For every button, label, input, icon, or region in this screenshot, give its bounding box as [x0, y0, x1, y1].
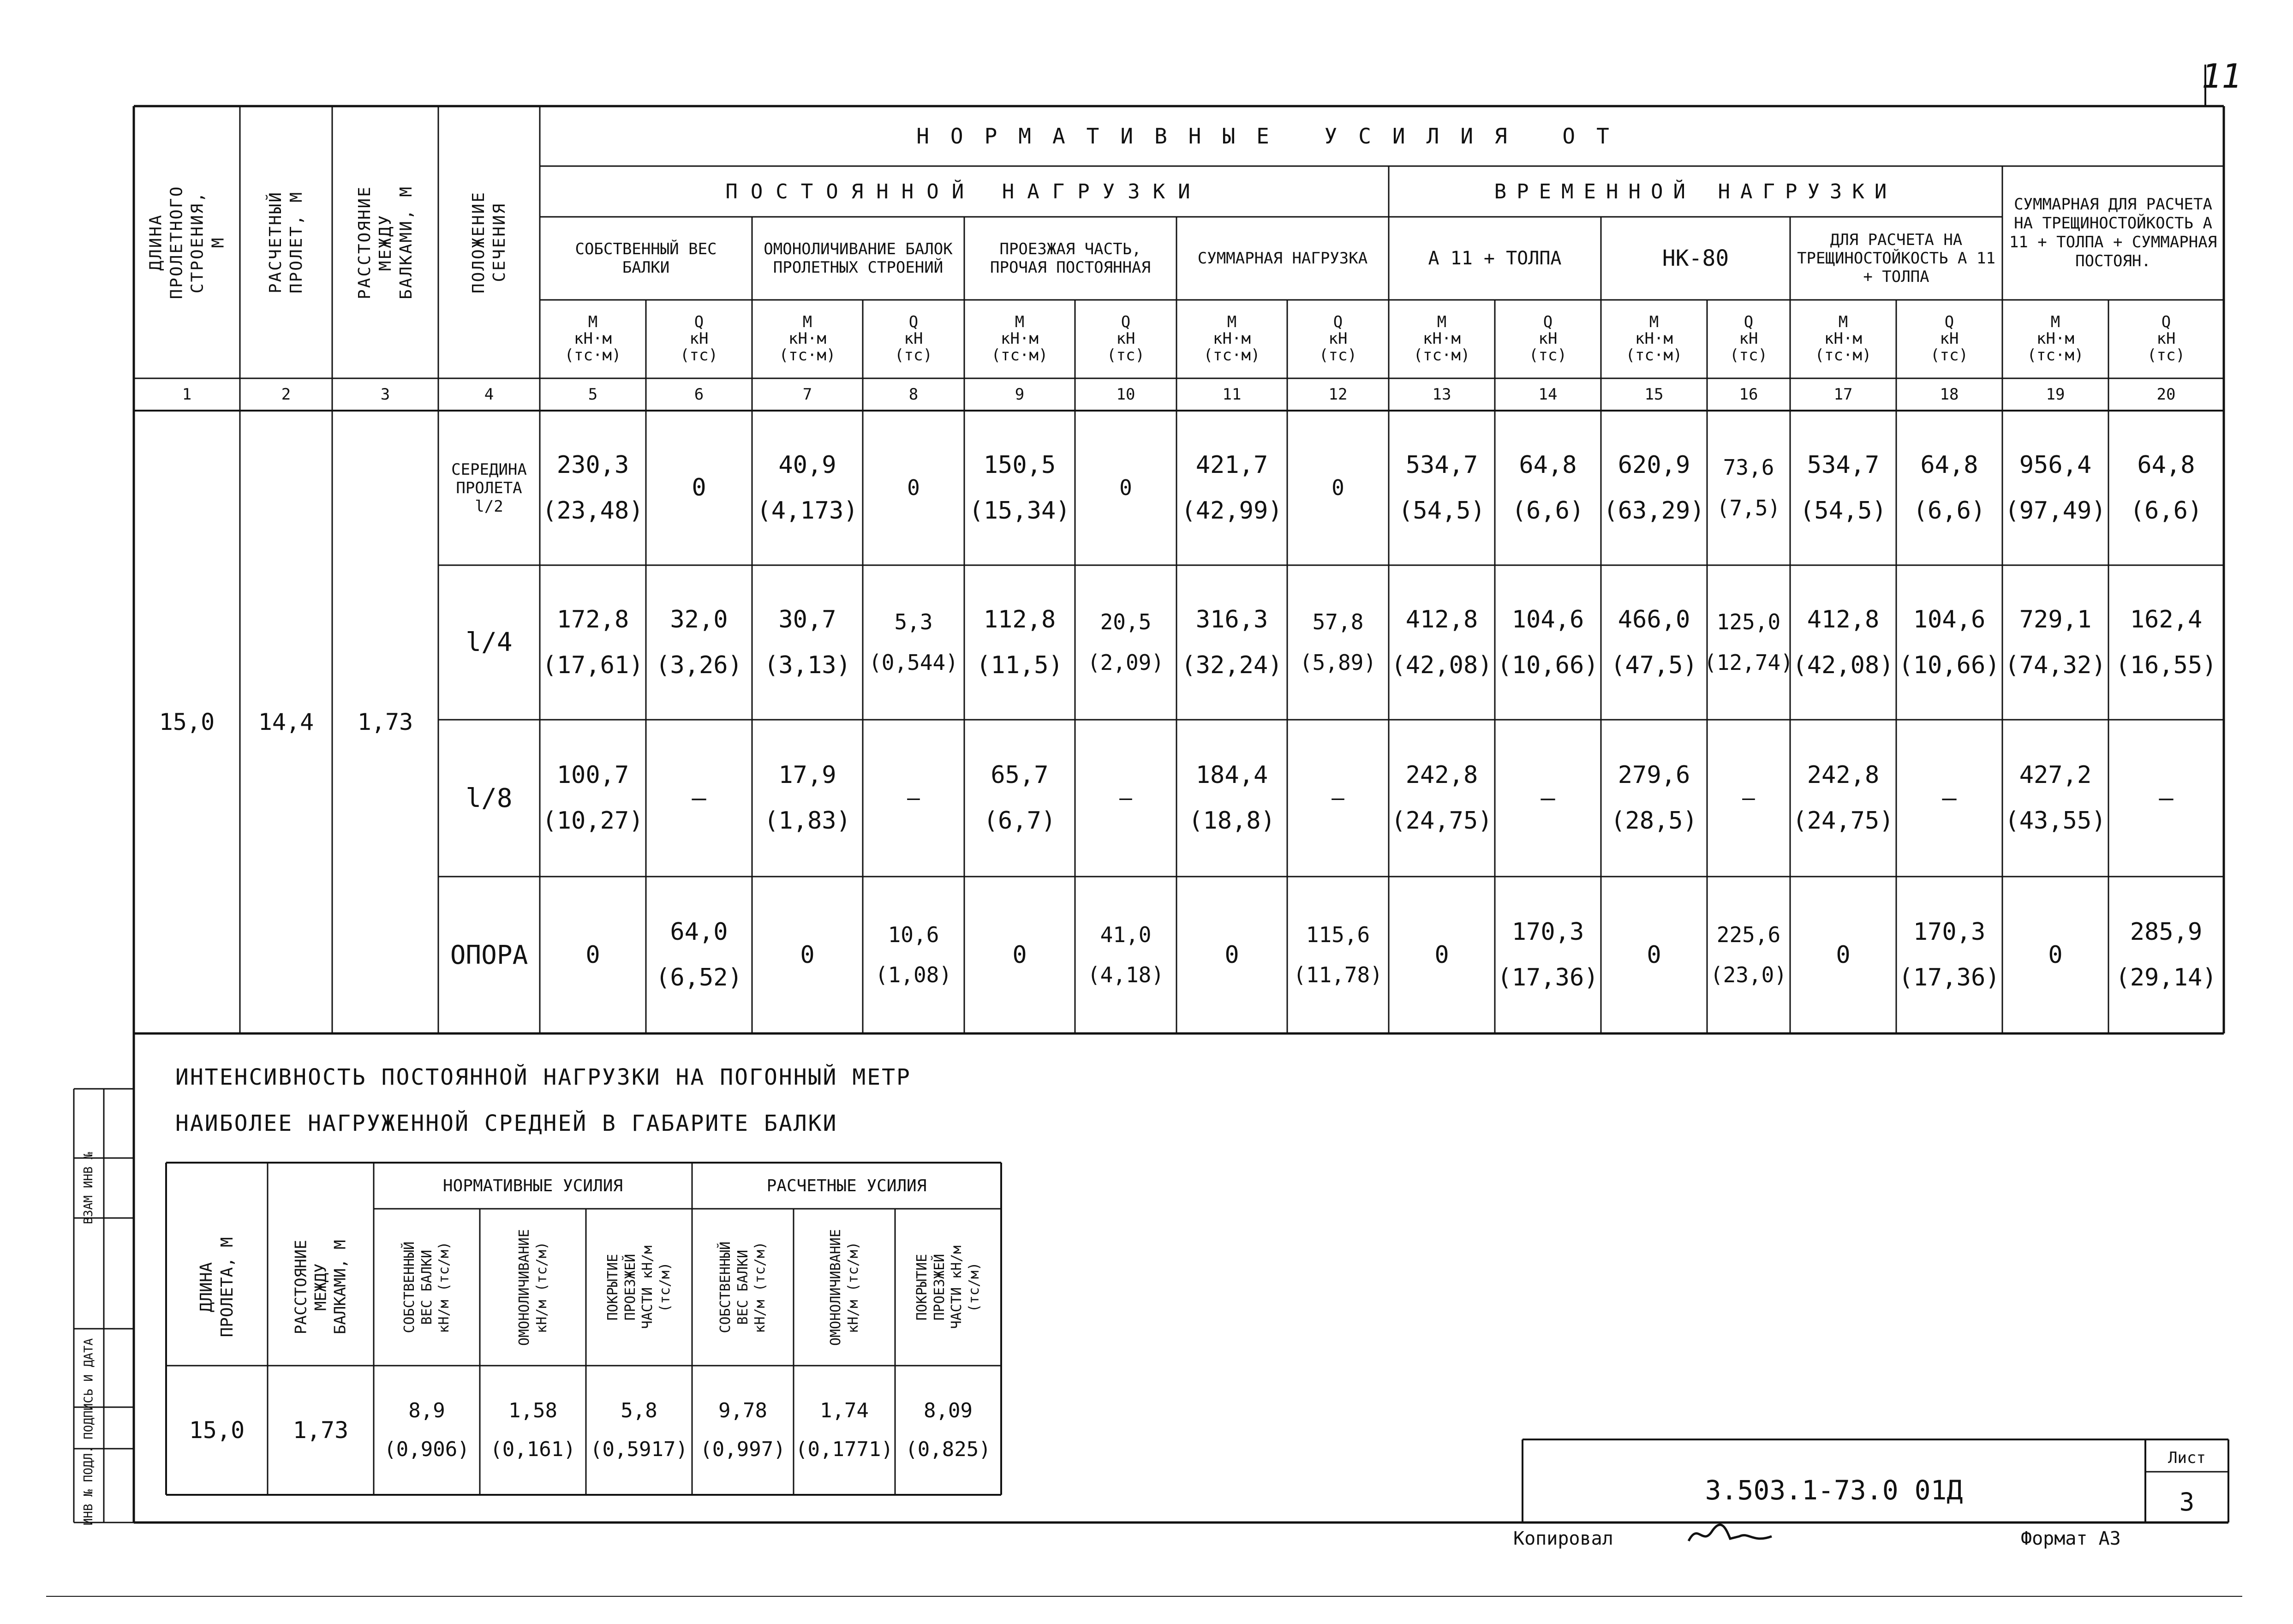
cell-value: (18,8): [1188, 807, 1275, 835]
cell-value: (10,66): [1899, 651, 2000, 679]
cell-value: 172,8: [556, 605, 629, 633]
intensity-value: [480, 1366, 586, 1495]
header-temporary-load: ВРЕМЕННОЙ НАГРУЗКИ: [1494, 179, 1897, 203]
table-cell: [646, 565, 752, 720]
unit-shear: Q кН (тс): [1319, 313, 1357, 364]
unit-moment: M кН·м (тс·м): [1413, 313, 1470, 364]
column-number: 18: [1940, 385, 1959, 404]
table-cell: [1896, 720, 2002, 877]
cell-value: (74,32): [2005, 651, 2106, 679]
cell-value: 412,8: [1807, 605, 1880, 633]
header-design-span: РАСЧЕТНЫЙ ПРОЛЕТ, М: [266, 191, 306, 294]
cell-value: (24,75): [1792, 807, 1894, 835]
header-section-position: ПОЛОЖЕНИЕ СЕЧЕНИЯ: [469, 191, 509, 294]
table-cell: [1176, 877, 1287, 1033]
cell-value: 0: [2048, 941, 2063, 969]
section-label: l/4: [466, 627, 513, 657]
cell-value: (4,18): [1087, 962, 1164, 987]
cell-value: (42,99): [1181, 496, 1283, 525]
cell-value: (6,6): [1913, 496, 1986, 525]
table-cell: [752, 720, 863, 877]
cell-value: 0: [907, 475, 920, 500]
unit-shear: Q кН (тс): [1107, 313, 1145, 364]
table-cell: [863, 877, 964, 1033]
column-number: 8: [908, 385, 919, 404]
section-label: ОПОРА: [450, 940, 528, 970]
table-cell: [1896, 565, 2002, 720]
format-label: Формат А3: [2021, 1528, 2121, 1549]
table-cell: [1790, 565, 1896, 720]
cell-value: 64,8: [1519, 451, 1577, 479]
table-cell: [1704, 565, 1793, 720]
cell-value: (23,0): [1710, 962, 1787, 987]
column-number: 14: [1538, 385, 1558, 404]
cell-value: (5,89): [1299, 650, 1377, 675]
cell-value: 5,8: [621, 1399, 657, 1423]
column-number: 17: [1833, 385, 1853, 404]
cell-value: (1,08): [875, 962, 952, 987]
table-cell: [1176, 720, 1287, 877]
intensity-value: [586, 1366, 692, 1495]
intensity-subheader: ПОКРЫТИЕ ПРОЕЗЖЕЙ ЧАСТИ кН/м (тс/м): [605, 1245, 673, 1329]
cell-value: 534,7: [1405, 451, 1478, 479]
cell-value: (1,83): [764, 807, 851, 835]
table-cell: [1495, 877, 1601, 1033]
cell-value: 0: [1332, 475, 1344, 500]
table-cell: [540, 565, 646, 720]
unit-moment: M кН·м (тс·м): [1625, 313, 1683, 364]
table-cell: [1075, 877, 1176, 1033]
cell-value: 534,7: [1807, 451, 1880, 479]
cell-value: (11,5): [976, 651, 1063, 679]
intensity-subheader: ОМОНОЛИЧИВАНИЕ кН/м (тс/м): [516, 1229, 549, 1346]
intensity-subheader: СОБСТВЕННЫЙ ВЕС БАЛКИ кН/м (тс/м): [401, 1241, 452, 1333]
cell-value: (0,906): [384, 1438, 470, 1461]
cell-value: (11,78): [1293, 962, 1383, 987]
cell-value: 57,8: [1312, 609, 1364, 635]
cell-value: (3,13): [764, 651, 851, 679]
table-cell: [1896, 877, 2002, 1033]
intensity-subheader: СОБСТВЕННЫЙ ВЕС БАЛКИ кН/м (тс/м): [717, 1241, 768, 1333]
cell-value: 170,3: [1511, 918, 1584, 946]
table-cell: [863, 565, 964, 720]
table-cell: [863, 720, 964, 877]
value-beam-spacing: 1,73: [357, 709, 413, 735]
intensity-value: [895, 1366, 1001, 1495]
unit-shear: Q кН (тс): [1529, 313, 1567, 364]
table-cell: [2108, 877, 2224, 1033]
table-cell: [2108, 411, 2224, 565]
cell-value: 0: [1224, 941, 1239, 969]
cell-value: 8,9: [408, 1399, 445, 1423]
cell-value: (42,08): [1391, 651, 1493, 679]
cell-value: (0,161): [490, 1438, 576, 1461]
cell-value: 9,78: [718, 1399, 767, 1423]
table-cell: [540, 877, 646, 1033]
cell-value: 285,9: [2130, 918, 2203, 946]
cell-value: 8,09: [924, 1399, 973, 1423]
cell-value: 956,4: [2019, 451, 2092, 479]
cell-value: 427,2: [2019, 761, 2092, 789]
intensity-title-line2: НАИБОЛЕЕ НАГРУЖЕННОЙ СРЕДНЕЙ В ГАБАРИТЕ БАЛКИ: [175, 1111, 838, 1136]
header-span-length: ДЛИНА ПРОЛЕТНОГО СТРОЕНИЯ, М: [146, 185, 228, 299]
unit-moment: M кН·м (тс·м): [779, 313, 836, 364]
column-number: 16: [1739, 385, 1758, 404]
table-cell: [1389, 565, 1495, 720]
cell-value: —: [1332, 785, 1344, 811]
column-number: 4: [484, 385, 494, 404]
intensity-span-value: 15,0: [189, 1417, 245, 1444]
cell-value: 1,74: [820, 1399, 869, 1423]
table-cell: [1601, 877, 1707, 1033]
column-number: 10: [1116, 385, 1135, 404]
cell-value: (4,173): [757, 496, 858, 525]
cell-value: (43,55): [2005, 807, 2106, 835]
table-cell: [1287, 720, 1389, 877]
table-cell: [1075, 411, 1176, 565]
cell-value: 5,3: [894, 609, 933, 635]
intensity-subheader: ПОКРЫТИЕ ПРОЕЗЖЕЙ ЧАСТИ кН/м (тс/м): [914, 1245, 982, 1329]
column-number: 3: [380, 385, 390, 404]
intensity-header-spacing: РАССТОЯНИЕ МЕЖДУ БАЛКАМИ, М: [292, 1240, 350, 1335]
stamp-label: ПОДПИСЬ И ДАТА: [82, 1338, 96, 1439]
column-number: 20: [2156, 385, 2176, 404]
column-number: 1: [182, 385, 192, 404]
cell-value: (12,74): [1704, 650, 1793, 675]
cell-value: —: [1119, 785, 1132, 811]
intensity-spacing-value: 1,73: [293, 1417, 349, 1444]
cell-value: 20,5: [1100, 609, 1152, 635]
table-cell: [1601, 565, 1707, 720]
table-cell: [1287, 565, 1389, 720]
header-roadway: ПРОЕЗЖАЯ ЧАСТЬ, ПРОЧАЯ ПОСТОЯННАЯ: [990, 240, 1151, 277]
cell-value: (15,34): [969, 496, 1070, 525]
cell-value: 30,7: [778, 605, 836, 633]
table-cell: [1075, 720, 1176, 877]
table-cell: [1495, 720, 1601, 877]
cell-value: (17,61): [542, 651, 644, 679]
table-cell: [1790, 877, 1896, 1033]
cell-value: (17,36): [1497, 964, 1599, 991]
cell-value: 41,0: [1100, 922, 1152, 947]
cell-value: 0: [1012, 941, 1027, 969]
cell-value: 115,6: [1306, 922, 1370, 947]
cell-value: (32,24): [1181, 651, 1283, 679]
unit-shear: Q кН (тс): [2147, 313, 2185, 364]
header-total-crack: СУММАРНАЯ ДЛЯ РАСЧЕТА НА ТРЕЩИНОСТОЙКОСТЬ А 11 + ТОЛПА + СУММАРНАЯ ПОСТОЯН.: [2009, 195, 2217, 270]
cell-value: 104,6: [1913, 605, 1986, 633]
unit-shear: Q кН (тс): [1730, 313, 1768, 364]
cell-value: 0: [585, 941, 600, 969]
table-cell: [646, 877, 752, 1033]
header-monolith: ОМОНОЛИЧИВАНИЕ БАЛОК ПРОЛЕТНЫХ СТРОЕНИЙ: [764, 240, 953, 277]
table-cell: [2002, 411, 2108, 565]
column-number: 5: [588, 385, 598, 404]
intensity-value: [374, 1366, 480, 1495]
table-cell: [1495, 565, 1601, 720]
cell-value: 64,8: [1920, 451, 1978, 479]
cell-value: 104,6: [1511, 605, 1584, 633]
cell-value: 184,4: [1195, 761, 1268, 789]
cell-value: (6,7): [983, 807, 1056, 835]
column-number: 12: [1328, 385, 1348, 404]
cell-value: (97,49): [2005, 496, 2106, 525]
cell-value: (42,08): [1792, 651, 1894, 679]
cell-value: 64,0: [670, 918, 728, 946]
cell-value: 620,9: [1618, 451, 1690, 479]
table-cell: [964, 720, 1075, 877]
unit-moment: M кН·м (тс·м): [2027, 313, 2084, 364]
table-cell: [646, 720, 752, 877]
cell-value: (63,29): [1603, 496, 1705, 525]
cell-value: (0,1771): [795, 1438, 893, 1461]
unit-moment: M кН·м (тс·м): [1815, 313, 1872, 364]
table-cell: [964, 565, 1075, 720]
intensity-header-normative: НОРМАТИВНЫЕ УСИЛИЯ: [442, 1176, 623, 1195]
table-cell: [1287, 411, 1389, 565]
table-cell: [2108, 565, 2224, 720]
header-own-weight: СОБСТВЕННЫЙ ВЕС БАЛКИ: [575, 240, 717, 277]
cell-value: —: [1742, 785, 1755, 811]
cell-value: —: [1541, 784, 1555, 812]
cell-value: 230,3: [556, 451, 629, 479]
table-cell: [646, 411, 752, 565]
cell-value: 729,1: [2019, 605, 2092, 633]
unit-moment: M кН·м (тс·м): [991, 313, 1048, 364]
column-number: 7: [802, 385, 812, 404]
intensity-value: [692, 1366, 794, 1495]
table-cell: [752, 877, 863, 1033]
cell-value: 0: [1836, 941, 1851, 969]
unit-moment: M кН·м (тс·м): [1203, 313, 1260, 364]
cell-value: (10,27): [542, 807, 644, 835]
table-cell: [1075, 565, 1176, 720]
column-number: 6: [694, 385, 704, 404]
table-cell: [1495, 411, 1601, 565]
sheet-number: 3: [2179, 1487, 2195, 1517]
cell-value: (24,75): [1391, 807, 1493, 835]
cell-value: (3,26): [656, 651, 742, 679]
cell-value: 32,0: [670, 605, 728, 633]
cell-value: (16,55): [2115, 651, 2217, 679]
cell-value: 40,9: [778, 451, 836, 479]
cell-value: (29,14): [2115, 964, 2217, 991]
cell-value: 125,0: [1716, 609, 1781, 635]
stamp-label: ВЗАМ ИНВ №: [82, 1152, 96, 1224]
intensity-header-design: РАСЧЕТНЫЕ УСИЛИЯ: [766, 1176, 927, 1195]
cell-value: 316,3: [1195, 605, 1268, 633]
header-crack: ДЛЯ РАСЧЕТА НА ТРЕЩИНОСТОЙКОСТЬ А 11 + ТОЛПА: [1797, 231, 1995, 286]
value-span-length: 15,0: [159, 709, 215, 735]
column-number: 19: [2046, 385, 2065, 404]
table-cell: [1287, 877, 1389, 1033]
table-cell: [1707, 720, 1790, 877]
table-cell: [1707, 877, 1790, 1033]
cell-value: 466,0: [1618, 605, 1690, 633]
column-number: 15: [1644, 385, 1664, 404]
cell-value: (47,5): [1611, 651, 1697, 679]
cell-value: (10,66): [1497, 651, 1599, 679]
cell-value: (0,5917): [590, 1438, 688, 1461]
doc-code: 3.503.1-73.0 01Д: [1705, 1475, 1963, 1506]
cell-value: (2,09): [1087, 650, 1164, 675]
cell-value: —: [2159, 784, 2174, 812]
table-cell: [1389, 877, 1495, 1033]
header-normative-forces: НОРМАТИВНЫЕ УСИЛИЯ ОТ: [916, 124, 1630, 149]
table-cell: [2108, 720, 2224, 877]
cell-value: (54,5): [1398, 496, 1485, 525]
cell-value: (6,52): [656, 964, 742, 991]
cell-value: (0,825): [905, 1438, 991, 1461]
table-cell: [1707, 411, 1790, 565]
cell-value: 100,7: [556, 761, 629, 789]
sheet-label: Лист: [2168, 1449, 2206, 1467]
table-cell: [1790, 411, 1896, 565]
table-cell: [1896, 411, 2002, 565]
cell-value: 242,8: [1807, 761, 1880, 789]
cell-value: 0: [800, 941, 815, 969]
cell-value: 0: [1119, 475, 1132, 500]
cell-value: 242,8: [1405, 761, 1478, 789]
table-cell: [752, 411, 863, 565]
intensity-value: [794, 1366, 895, 1495]
cell-value: 64,8: [2137, 451, 2195, 479]
cell-value: (54,5): [1800, 496, 1887, 525]
cell-value: 0: [692, 474, 706, 502]
value-design-span: 14,4: [258, 709, 314, 735]
table-cell: [1790, 720, 1896, 877]
unit-shear: Q кН (тс): [680, 313, 718, 364]
intensity-title-line1: ИНТЕНСИВНОСТЬ ПОСТОЯННОЙ НАГРУЗКИ НА ПОГОННЫЙ МЕТР: [175, 1064, 911, 1090]
copied-signature: [1684, 1518, 1776, 1550]
cell-value: (0,544): [869, 650, 958, 675]
cell-value: 0: [1434, 941, 1449, 969]
table-cell: [1176, 411, 1287, 565]
cell-value: 1,58: [508, 1399, 557, 1423]
intensity-subheader: ОМОНОЛИЧИВАНИЕ кН/м (тс/м): [827, 1229, 861, 1346]
unit-moment: M кН·м (тс·м): [564, 313, 621, 364]
table-cell: [863, 411, 964, 565]
column-number: 9: [1015, 385, 1025, 404]
table-cell: [752, 565, 863, 720]
cell-value: 10,6: [888, 922, 939, 947]
header-nk80: НК-80: [1662, 245, 1729, 271]
cell-value: 65,7: [991, 761, 1049, 789]
table-cell: [540, 720, 646, 877]
table-cell: [2002, 720, 2108, 877]
cell-value: —: [1942, 784, 1957, 812]
cell-value: (28,5): [1611, 807, 1697, 835]
copied-label: Копировал: [1513, 1528, 1613, 1549]
table-cell: [1601, 411, 1707, 565]
section-label: СЕРЕДИНА ПРОЛЕТА l/2: [451, 460, 527, 516]
header-beam-spacing: РАССТОЯНИЕ МЕЖДУ БАЛКАМИ, М: [355, 185, 416, 299]
intensity-header-span: ДЛИНА ПРОЛЕТА, М: [197, 1237, 237, 1337]
cell-value: 150,5: [983, 451, 1056, 479]
table-cell: [540, 411, 646, 565]
cell-value: (17,36): [1899, 964, 2000, 991]
unit-shear: Q кН (тс): [1930, 313, 1968, 364]
table-cell: [1389, 411, 1495, 565]
cell-value: (6,6): [1511, 496, 1584, 525]
cell-value: 421,7: [1195, 451, 1268, 479]
header-total-load: СУММАРНАЯ НАГРУЗКА: [1197, 249, 1368, 268]
stamp-label: ИНВ № ПОДЛ.: [82, 1445, 96, 1526]
header-a11: А 11 + ТОЛПА: [1428, 248, 1562, 269]
table-cell: [2002, 565, 2108, 720]
table-cell: [2002, 877, 2108, 1033]
cell-value: —: [907, 785, 920, 811]
cell-value: 73,6: [1723, 455, 1774, 480]
table-cell: [964, 411, 1075, 565]
cell-value: 162,4: [2130, 605, 2203, 633]
cell-value: 17,9: [778, 761, 836, 789]
page-number: 11: [2201, 57, 2242, 96]
cell-value: 170,3: [1913, 918, 1986, 946]
cell-value: —: [692, 784, 706, 812]
column-number: 11: [1222, 385, 1242, 404]
cell-value: (7,5): [1716, 495, 1781, 520]
table-cell: [1389, 720, 1495, 877]
table-cell: [964, 877, 1075, 1033]
cell-value: 279,6: [1618, 761, 1690, 789]
column-number: 2: [281, 385, 291, 404]
cell-value: 412,8: [1405, 605, 1478, 633]
cell-value: 0: [1647, 941, 1661, 969]
section-label: l/8: [466, 783, 513, 813]
table-cell: [1176, 565, 1287, 720]
cell-value: 225,6: [1716, 922, 1781, 947]
cell-value: (0,997): [700, 1438, 786, 1461]
column-number: 13: [1432, 385, 1451, 404]
table-cell: [1601, 720, 1707, 877]
cell-value: 112,8: [983, 605, 1056, 633]
cell-value: (6,6): [2130, 496, 2203, 525]
header-permanent-load: ПОСТОЯННОЙ НАГРУЗКИ: [725, 179, 1203, 203]
cell-value: (23,48): [542, 496, 644, 525]
unit-shear: Q кН (тс): [895, 313, 932, 364]
